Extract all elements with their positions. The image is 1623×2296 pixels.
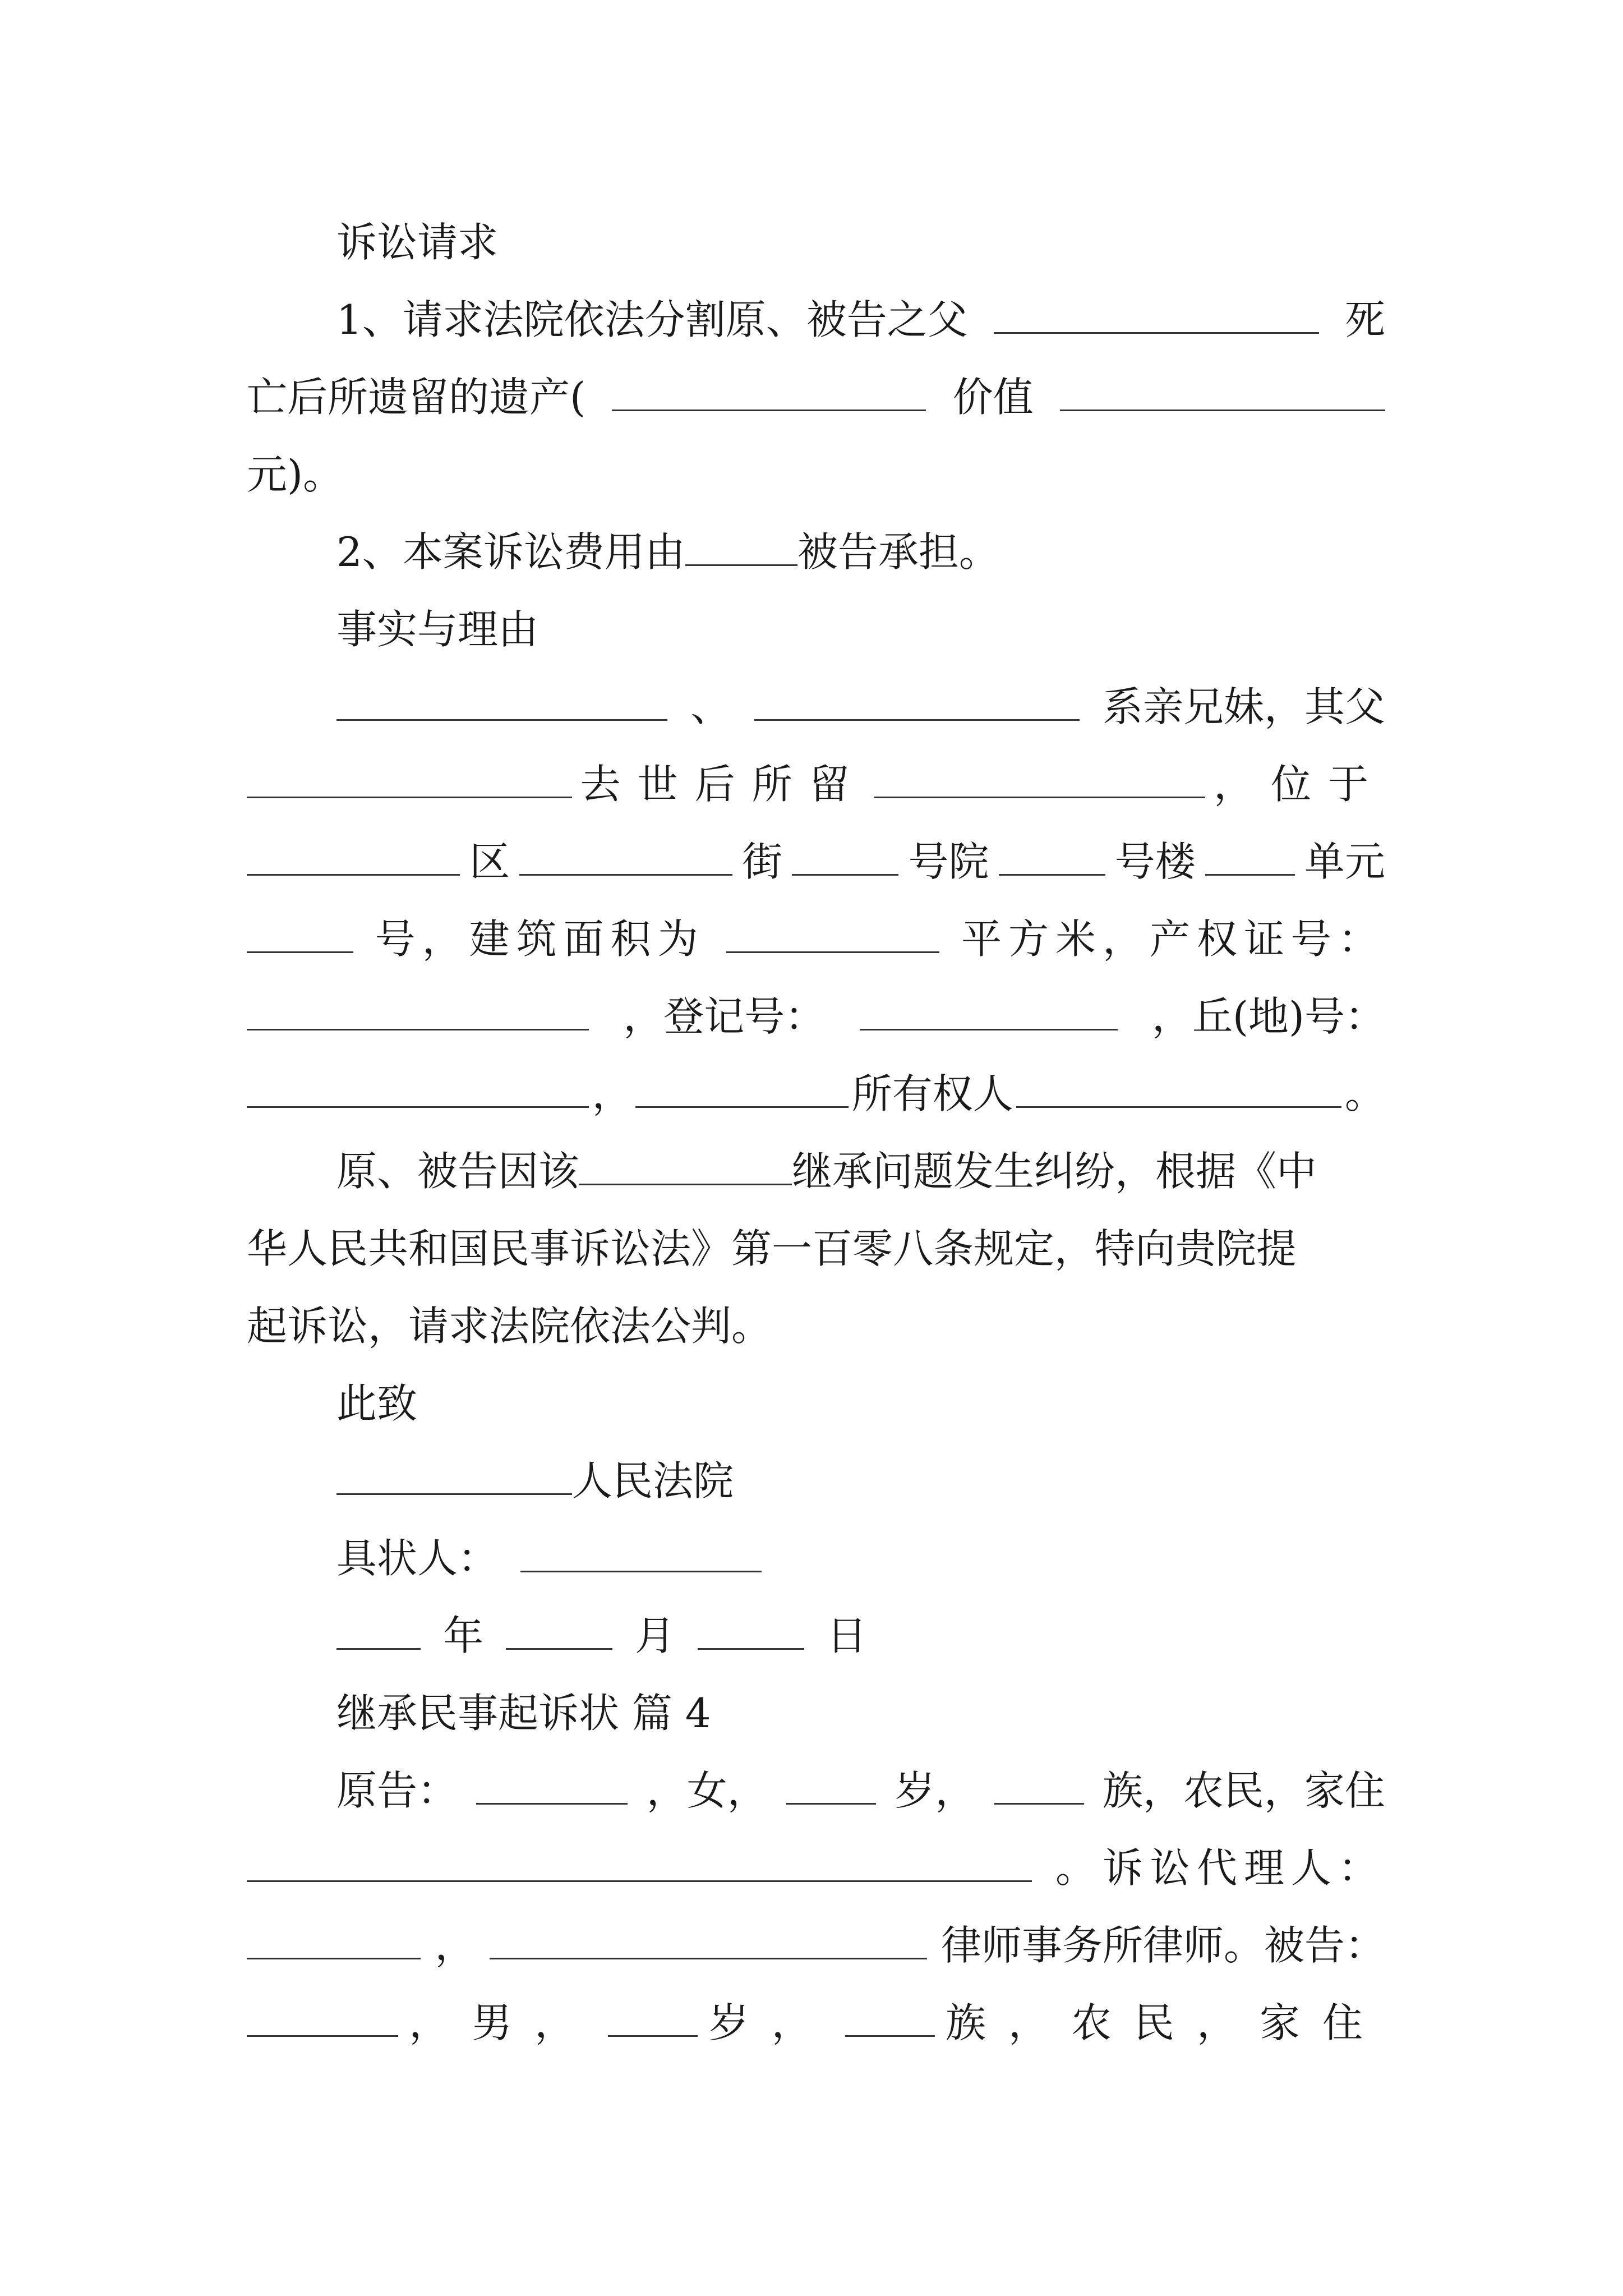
- facts-p2-line-1: [336, 1144, 1385, 1198]
- a4-text-1c: 岁，: [895, 1767, 976, 1814]
- signer-label: 具状人：: [336, 1535, 499, 1582]
- facts-p2-line-3: [247, 1299, 1385, 1353]
- facts-heading: [336, 602, 1385, 656]
- blank-courtyard-no[interactable]: [792, 838, 898, 876]
- salutation: [336, 1377, 1385, 1430]
- blank-month[interactable]: [506, 1612, 612, 1650]
- blank-area[interactable]: [726, 915, 939, 953]
- blank-court-name[interactable]: [336, 1457, 572, 1495]
- facts-p1-line-3: [247, 835, 1385, 889]
- claim-2-text-end: 被告承担。: [797, 528, 999, 576]
- article-4-line-1: [336, 1764, 1385, 1818]
- facts-p2-text-2: 华人民共和国民事诉讼法》第一百零八条规定，特向贵院提: [247, 1225, 1297, 1272]
- blank-year[interactable]: [336, 1612, 421, 1650]
- blank-lot-no[interactable]: [247, 1070, 589, 1108]
- claim-1-text-3: 元)。: [247, 451, 344, 498]
- a4-text-1a: 原告：: [336, 1767, 458, 1814]
- blank-sibling-1[interactable]: [336, 683, 667, 721]
- facts-text-6a: ，: [592, 1070, 633, 1117]
- signer-line: [336, 1531, 1385, 1585]
- facts-p2-text-3: 起诉讼，请求法院依法公判。: [247, 1303, 772, 1350]
- facts-text-3d: 号楼: [1114, 838, 1196, 885]
- facts-p2-text-1b: 继承问题发生纠纷，根据《中: [792, 1148, 1317, 1195]
- blank-dispute-subject[interactable]: [579, 1148, 792, 1185]
- claim-2-line: [336, 525, 1385, 579]
- blank-plaintiff-age[interactable]: [786, 1767, 876, 1805]
- facts-p1-line-4: [247, 912, 1385, 966]
- claims-heading: [336, 215, 1385, 269]
- facts-text-2a: 去世后所留: [580, 761, 866, 808]
- article-4-line-3: [247, 1918, 1385, 1972]
- blank-estate-value[interactable]: [1060, 374, 1385, 411]
- facts-p1-line-5: [247, 990, 1385, 1043]
- a4-text-4c: 族，农民，家住: [945, 1999, 1385, 2046]
- blank-signer[interactable]: [520, 1535, 762, 1572]
- facts-text-3e: 单元: [1304, 838, 1385, 885]
- facts-p2-line-2: [247, 1222, 1385, 1276]
- blank-father-name-2[interactable]: [247, 761, 572, 798]
- blank-street[interactable]: [519, 838, 732, 876]
- article-4-line-4: [247, 1996, 1385, 2050]
- facts-p1-line-6: [247, 1067, 1385, 1121]
- blank-registration-no[interactable]: [860, 993, 1118, 1030]
- claim-2-text: 2、本案诉讼费用由: [336, 528, 685, 576]
- date-year-label: 年: [443, 1612, 484, 1659]
- a4-text-1d: 族，农民，家住: [1102, 1767, 1385, 1814]
- facts-p1-line-2: [247, 757, 1385, 811]
- blank-sibling-2[interactable]: [754, 683, 1080, 721]
- facts-text-1a: 、: [690, 683, 731, 730]
- claim-1-value-label: 价值: [952, 374, 1034, 421]
- facts-text-3b: 街: [742, 838, 783, 885]
- facts-text-3a: 区: [469, 838, 510, 885]
- blank-day[interactable]: [698, 1612, 804, 1650]
- blank-agent-name[interactable]: [247, 1922, 421, 1959]
- facts-p2-text-1a: 原、被告因该: [336, 1148, 579, 1195]
- blank-plaintiff-address[interactable]: [247, 1844, 1032, 1882]
- blank-law-firm[interactable]: [490, 1922, 927, 1959]
- a4-text-3b: 律师事务所律师。被告：: [940, 1922, 1385, 1969]
- a4-text-2: 。诉讼代理人：: [1055, 1844, 1385, 1892]
- facts-text-6c: 。: [1344, 1070, 1385, 1117]
- facts-text-5a: ，登记号：: [623, 993, 826, 1040]
- salutation-text: 此致: [336, 1380, 418, 1427]
- blank-plaintiff-ethnicity[interactable]: [994, 1767, 1084, 1805]
- facts-text-1b: 系亲兄妹，其父: [1102, 683, 1385, 730]
- blank-fee-payer[interactable]: [685, 528, 797, 566]
- blank-defendant-age[interactable]: [608, 1999, 698, 2037]
- claim-1-text: 1、请求法院依法分割原、被告之父: [336, 296, 968, 343]
- a4-text-4a: ，男，: [409, 1999, 598, 2046]
- blank-defendant-name[interactable]: [247, 1999, 398, 2037]
- blank-property[interactable]: [874, 761, 1205, 798]
- facts-p1-line-1: [336, 680, 1385, 734]
- facts-text-6b: 所有权人: [851, 1070, 1013, 1117]
- claim-1-line-3: [247, 448, 1385, 501]
- blank-estate[interactable]: [612, 374, 926, 411]
- blank-father-name[interactable]: [994, 296, 1319, 334]
- blank-owner[interactable]: [1016, 1070, 1341, 1108]
- blank-plaintiff-name[interactable]: [476, 1767, 628, 1805]
- claim-1-text-2: 亡后所遗留的遗产(: [247, 374, 586, 421]
- claims-heading-text: 诉讼请求: [336, 219, 499, 266]
- blank-defendant-ethnicity[interactable]: [845, 1999, 935, 2037]
- a4-text-4b: 岁，: [708, 1999, 834, 2046]
- facts-text-3c: 号院: [908, 838, 989, 885]
- article-4-title: [336, 1686, 1385, 1740]
- a4-text-1b: ，女，: [646, 1767, 768, 1814]
- claim-1-text-end: 死: [1344, 296, 1385, 343]
- blank-building-no[interactable]: [999, 838, 1105, 876]
- blank-unit-no[interactable]: [1205, 838, 1295, 876]
- blank-misc[interactable]: [635, 1070, 849, 1108]
- blank-room-no[interactable]: [247, 915, 353, 953]
- date-line: [336, 1609, 1385, 1663]
- court-line: [336, 1454, 1385, 1508]
- claim-1-line-1: [336, 293, 1385, 347]
- article-4-line-2: [247, 1841, 1385, 1895]
- date-day-label: 日: [827, 1612, 868, 1659]
- article-4-title-text: 继承民事起诉状 篇 4: [336, 1690, 711, 1737]
- facts-text-4a: 号，建筑面积为: [375, 915, 705, 963]
- facts-text-4b: 平方米，产权证号：: [961, 915, 1385, 963]
- date-month-label: 月: [635, 1612, 676, 1659]
- facts-heading-text: 事实与理由: [336, 606, 539, 653]
- a4-text-3a: ，: [435, 1922, 476, 1969]
- blank-title-cert-no[interactable]: [247, 993, 589, 1030]
- facts-text-5b: ，丘(地)号：: [1151, 993, 1385, 1040]
- facts-text-2b: ，位于: [1213, 761, 1385, 808]
- claim-1-line-2: [247, 370, 1385, 424]
- court-suffix: 人民法院: [572, 1457, 734, 1504]
- blank-district[interactable]: [247, 838, 460, 876]
